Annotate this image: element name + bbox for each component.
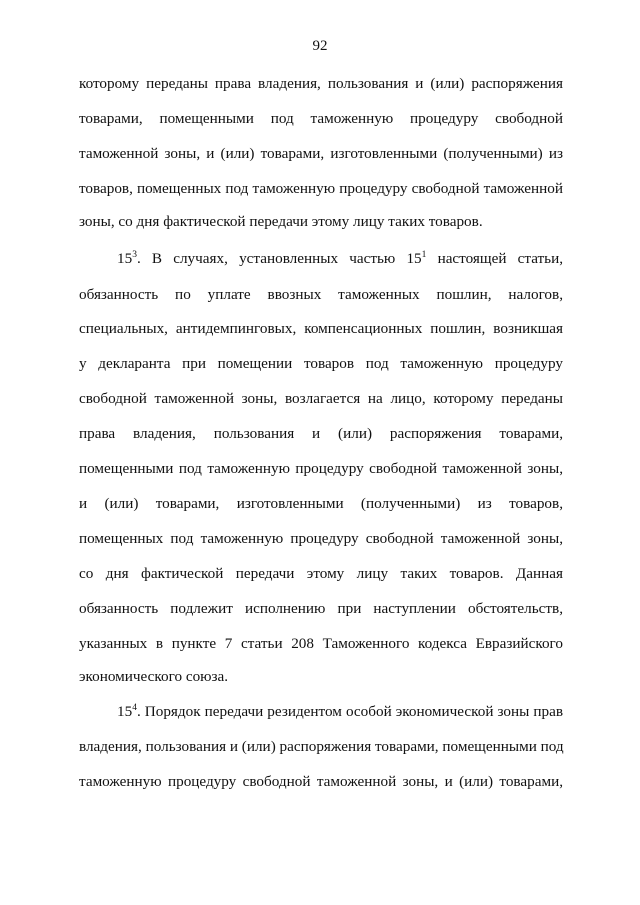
text-line: у декларанта при помещении товаров под таможенную процедуру bbox=[79, 355, 563, 372]
text-line: и (или) товарами, изготовленными (полученными) из товаров, bbox=[79, 495, 563, 512]
text-line: со дня фактической передачи этому лицу таких товаров. Данная bbox=[79, 565, 563, 582]
text-line: права владения, пользования и (или) распоряжения товарами, bbox=[79, 425, 563, 442]
article-reference: $15^1$ bbox=[406, 250, 427, 267]
paragraph-15-3-first-line: $15^3$. В случаях, установленных частью $15^1$ настоящей статьи, bbox=[117, 250, 564, 267]
paragraph-15-4-first-line: $15^4$. Порядок передачи резидентом особой экономической зоны прав bbox=[117, 703, 563, 720]
text-line: обязанность по уплате ввозных таможенных пошлин, налогов, bbox=[79, 286, 563, 303]
paragraph-number: $15^4$ bbox=[117, 703, 137, 720]
text-line: специальных, антидемпинговых, компенсационных пошлин, возникшая bbox=[79, 320, 563, 337]
paragraph-number: $15^3$ bbox=[117, 250, 137, 267]
text-line: экономического союза. bbox=[79, 668, 229, 685]
text-line: зоны, со дня фактической передачи этому лицу таких товаров. bbox=[79, 213, 483, 230]
text-line: товарами, помещенными под таможенную процедуру свободной bbox=[79, 110, 563, 127]
text-line: обязанность подлежит исполнению при наступлении обстоятельств, bbox=[79, 600, 563, 617]
text-line: которому переданы права владения, пользования и (или) распоряжения bbox=[79, 75, 563, 92]
text-line: свободной таможенной зоны, возлагается на лицо, которому переданы bbox=[79, 390, 563, 407]
page-number: 92 bbox=[312, 38, 328, 54]
text-line: владения, пользования и (или) распоряжения товарами, помещенными под bbox=[79, 738, 564, 755]
text-line: товаров, помещенных под таможенную процедуру свободной таможенной bbox=[79, 180, 563, 197]
text-line: таможенной зоны, и (или) товарами, изготовленными (полученными) из bbox=[79, 145, 563, 162]
text-line: указанных в пункте 7 статьи 208 Таможенного кодекса Евразийского bbox=[79, 635, 563, 652]
text-line: помещенных под таможенную процедуру свободной таможенной зоны, bbox=[79, 530, 563, 547]
text-line: помещенными под таможенную процедуру свободной таможенной зоны, bbox=[79, 460, 563, 477]
text-line: таможенную процедуру свободной таможенной зоны, и (или) товарами, bbox=[79, 773, 563, 790]
